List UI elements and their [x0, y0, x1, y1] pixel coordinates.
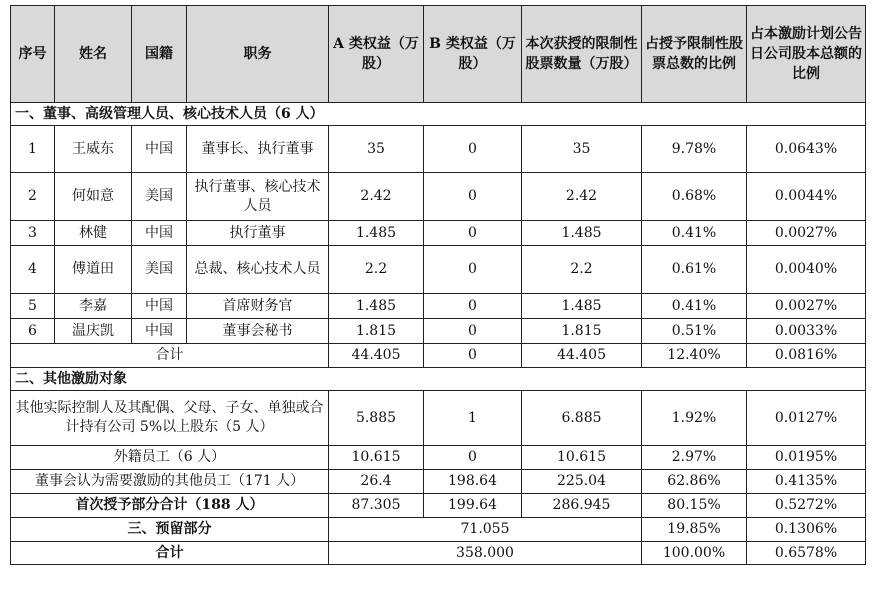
row-pct-equity: 0.0033% — [747, 319, 866, 344]
group-class-a: 5.885 — [329, 391, 424, 446]
subtotal-granted: 44.405 — [522, 344, 642, 368]
row-pct-grant: 0.61% — [642, 246, 747, 294]
row-class-a: 35 — [329, 126, 424, 173]
row-nationality: 美国 — [132, 246, 187, 294]
row-pct-equity: 0.0027% — [747, 221, 866, 246]
group-pct-grant: 2.97% — [642, 446, 747, 470]
row-pct-grant: 0.41% — [642, 221, 747, 246]
subtotal-pct-grant: 12.40% — [642, 344, 747, 368]
grand-total-row — [11, 542, 866, 565]
first-grant-total-row — [11, 494, 866, 518]
grand-total-pct-grant: 100.00% — [642, 542, 747, 565]
row-pct-equity: 0.0643% — [747, 126, 866, 173]
reserved-row — [11, 518, 866, 542]
row-nationality: 中国 — [132, 319, 187, 344]
header-class-a: A 类权益（万股） — [329, 6, 424, 103]
table-row — [11, 126, 866, 173]
table-row — [11, 173, 866, 221]
row-position: 首席财务官 — [187, 294, 329, 319]
row-pct-equity: 0.0027% — [747, 294, 866, 319]
row-pct-equity: 0.0040% — [747, 246, 866, 294]
group-class-b: 0 — [424, 446, 522, 470]
group-pct-grant: 1.92% — [642, 391, 747, 446]
row-class-b: 0 — [424, 126, 522, 173]
reserved-pct-grant: 19.85% — [642, 518, 747, 542]
row-position: 董事长、执行董事 — [187, 126, 329, 173]
group-label: 外籍员工（6 人） — [11, 446, 329, 470]
row-granted: 2.42 — [522, 173, 642, 221]
first-grant-pct-equity: 0.5272% — [747, 494, 866, 518]
row-number: 1 — [11, 126, 55, 173]
table-row — [11, 470, 866, 494]
row-class-a: 1.485 — [329, 294, 424, 319]
group-pct-grant: 62.86% — [642, 470, 747, 494]
header-pct-grant: 占授予限制性股票总数的比例 — [642, 6, 747, 103]
header-position: 职务 — [187, 6, 329, 103]
table-row — [11, 246, 866, 294]
table-row — [11, 221, 866, 246]
reserved-value: 71.055 — [329, 518, 642, 542]
section-heading-row — [11, 103, 866, 126]
row-pct-grant: 9.78% — [642, 126, 747, 173]
first-grant-granted: 286.945 — [522, 494, 642, 518]
group-pct-equity: 0.4135% — [747, 470, 866, 494]
group-label: 董事会认为需要激励的其他员工（171 人） — [11, 470, 329, 494]
row-granted: 1.815 — [522, 319, 642, 344]
group-granted: 6.885 — [522, 391, 642, 446]
reserved-pct-equity: 0.1306% — [747, 518, 866, 542]
row-name: 林健 — [55, 221, 132, 246]
row-class-b: 0 — [424, 246, 522, 294]
row-number: 6 — [11, 319, 55, 344]
table-row — [11, 391, 866, 446]
first-grant-pct-grant: 80.15% — [642, 494, 747, 518]
row-class-a: 1.815 — [329, 319, 424, 344]
grand-total-value: 358.000 — [329, 542, 642, 565]
first-grant-class-a: 87.305 — [329, 494, 424, 518]
row-nationality: 美国 — [132, 173, 187, 221]
header-class-b: B 类权益（万股） — [424, 6, 522, 103]
grand-total-pct-equity: 0.6578% — [747, 542, 866, 565]
row-number: 4 — [11, 246, 55, 294]
row-pct-grant: 0.41% — [642, 294, 747, 319]
row-class-b: 0 — [424, 221, 522, 246]
grand-total-label: 合计 — [11, 542, 329, 565]
group-label: 其他实际控制人及其配偶、父母、子女、单独或合计持有公司 5%以上股东（5 人） — [11, 391, 329, 446]
row-number: 3 — [11, 221, 55, 246]
first-grant-label: 首次授予部分合计（188 人） — [11, 494, 329, 518]
row-position: 执行董事 — [187, 221, 329, 246]
section-title: 一、董事、高级管理人员、核心技术人员（6 人） — [11, 103, 866, 126]
row-class-b: 0 — [424, 294, 522, 319]
header-name: 姓名 — [55, 6, 132, 103]
reserved-label: 三、预留部分 — [11, 518, 329, 542]
row-name: 温庆凯 — [55, 319, 132, 344]
table-row — [11, 294, 866, 319]
header-nationality: 国籍 — [132, 6, 187, 103]
header-pct-equity: 占本激励计划公告日公司股本总额的比例 — [747, 6, 866, 103]
row-name: 王威东 — [55, 126, 132, 173]
subtotal-class-a: 44.405 — [329, 344, 424, 368]
section-title: 二、其他激励对象 — [11, 368, 866, 391]
group-class-b: 198.64 — [424, 470, 522, 494]
group-class-a: 26.4 — [329, 470, 424, 494]
row-class-b: 0 — [424, 319, 522, 344]
subtotal-row — [11, 344, 866, 368]
row-pct-grant: 0.51% — [642, 319, 747, 344]
row-position: 执行董事、核心技术人员 — [187, 173, 329, 221]
subtotal-label: 合计 — [11, 344, 329, 368]
row-nationality: 中国 — [132, 294, 187, 319]
row-pct-grant: 0.68% — [642, 173, 747, 221]
row-class-a: 2.2 — [329, 246, 424, 294]
row-number: 2 — [11, 173, 55, 221]
row-class-a: 2.42 — [329, 173, 424, 221]
row-nationality: 中国 — [132, 126, 187, 173]
row-class-b: 0 — [424, 173, 522, 221]
row-name: 李嘉 — [55, 294, 132, 319]
group-pct-equity: 0.0195% — [747, 446, 866, 470]
row-granted: 2.2 — [522, 246, 642, 294]
section-heading-row — [11, 368, 866, 391]
header-row — [11, 6, 866, 103]
group-class-b: 1 — [424, 391, 522, 446]
row-name: 傅道田 — [55, 246, 132, 294]
row-position: 总裁、核心技术人员 — [187, 246, 329, 294]
row-granted: 1.485 — [522, 294, 642, 319]
row-nationality: 中国 — [132, 221, 187, 246]
table-row — [11, 319, 866, 344]
incentive-allocation-table — [10, 5, 866, 565]
subtotal-class-b: 0 — [424, 344, 522, 368]
table-row — [11, 446, 866, 470]
group-class-a: 10.615 — [329, 446, 424, 470]
group-pct-equity: 0.0127% — [747, 391, 866, 446]
row-pct-equity: 0.0044% — [747, 173, 866, 221]
row-granted: 1.485 — [522, 221, 642, 246]
row-class-a: 1.485 — [329, 221, 424, 246]
header-granted: 本次获授的限制性股票数量（万股） — [522, 6, 642, 103]
group-granted: 10.615 — [522, 446, 642, 470]
row-name: 何如意 — [55, 173, 132, 221]
row-position: 董事会秘书 — [187, 319, 329, 344]
header-seq: 序号 — [11, 6, 55, 103]
row-granted: 35 — [522, 126, 642, 173]
subtotal-pct-equity: 0.0816% — [747, 344, 866, 368]
row-number: 5 — [11, 294, 55, 319]
group-granted: 225.04 — [522, 470, 642, 494]
first-grant-class-b: 199.64 — [424, 494, 522, 518]
